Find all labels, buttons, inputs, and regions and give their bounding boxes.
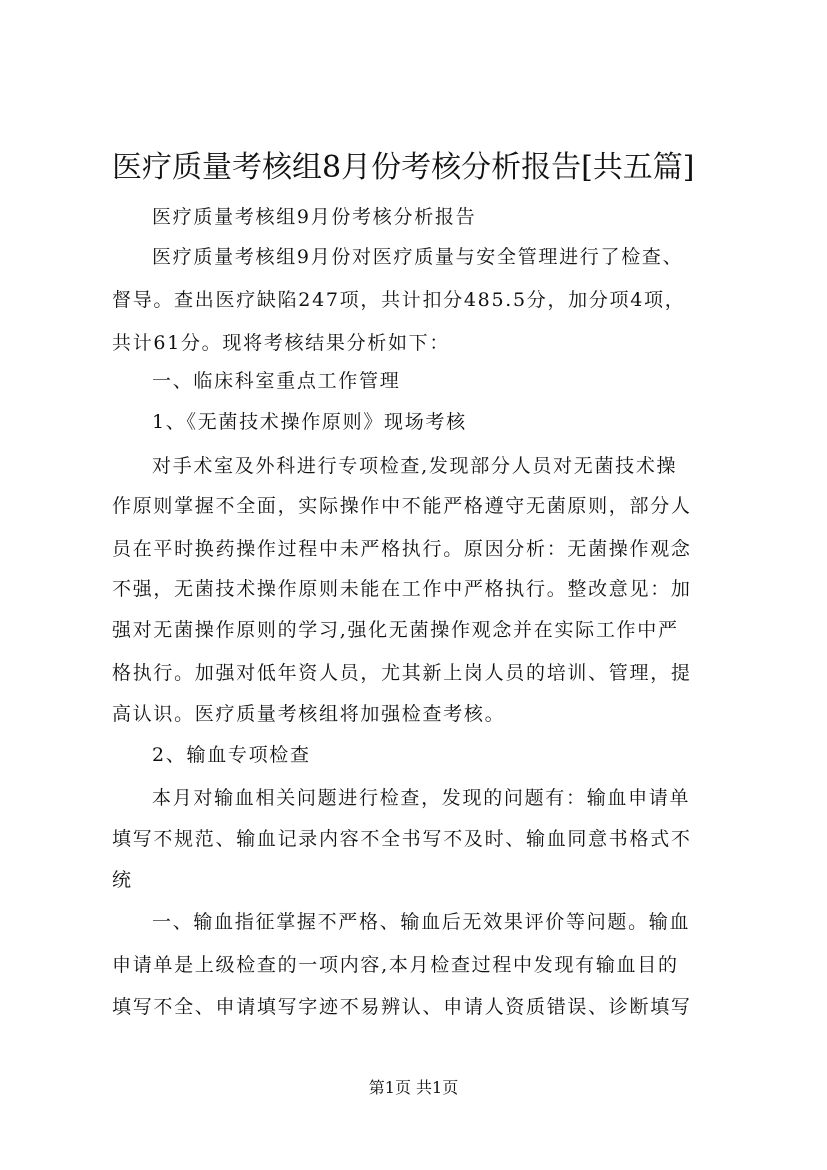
page-footer: 第1页 共1页 [368, 1078, 459, 1097]
paragraph-line: 作原则掌握不全面，实际操作中不能严格遵守无菌原则，部分人 [112, 495, 692, 517]
subtitle-line: 医疗质量考核组9月份考核分析报告 [152, 206, 477, 228]
paragraph-line: 格执行。加强对低年资人员，尤其新上岗人员的培训、管理，提 [112, 662, 692, 684]
paragraph-line: 强对无菌操作原则的学习,强化无菌操作观念并在实际工作中严 [112, 619, 679, 641]
subsection-heading: 1、《无菌技术操作原则》现场考核 [152, 411, 467, 433]
paragraph-line: 本月对输血相关问题进行检查，发现的问题有：输血申请单 [152, 787, 691, 809]
paragraph-line: 共计61分。现将考核结果分析如下： [112, 332, 451, 354]
paragraph-line: 填写不规范、输血记录内容不全书写不及时、输血同意书格式不 [112, 828, 692, 850]
paragraph-line: 督导。查出医疗缺陷247项，共计扣分485.5分，加分项4项， [112, 289, 686, 311]
subsection-heading: 2、输血专项检查 [152, 744, 311, 766]
document-title: 医疗质量考核组8月份考核分析报告[共五篇] [112, 150, 695, 185]
paragraph-line: 对手术室及外科进行专项检查,发现部分人员对无菌技术操 [152, 455, 678, 477]
paragraph-line: 一、输血指征掌握不严格、输血后无效果评价等问题。输血 [152, 911, 691, 933]
paragraph-line: 申请单是上级检查的一项内容,本月检查过程中发现有输血目的 [112, 954, 679, 976]
paragraph-line: 填写不全、申请填写字迹不易辨认、申请人资质错误、诊断填写 [112, 996, 692, 1018]
paragraph-line: 高认识。医疗质量考核组将加强检查考核。 [112, 703, 506, 725]
paragraph-line: 医疗质量考核组9月份对医疗质量与安全管理进行了检查、 [152, 246, 684, 268]
paragraph-line: 不强，无菌技术操作原则未能在工作中严格执行。整改意见：加 [112, 578, 692, 600]
section-heading: 一、临床科室重点工作管理 [152, 370, 401, 392]
paragraph-line: 员在平时换药操作过程中未严格执行。原因分析：无菌操作观念 [112, 538, 692, 560]
paragraph-line: 统 [112, 869, 133, 891]
